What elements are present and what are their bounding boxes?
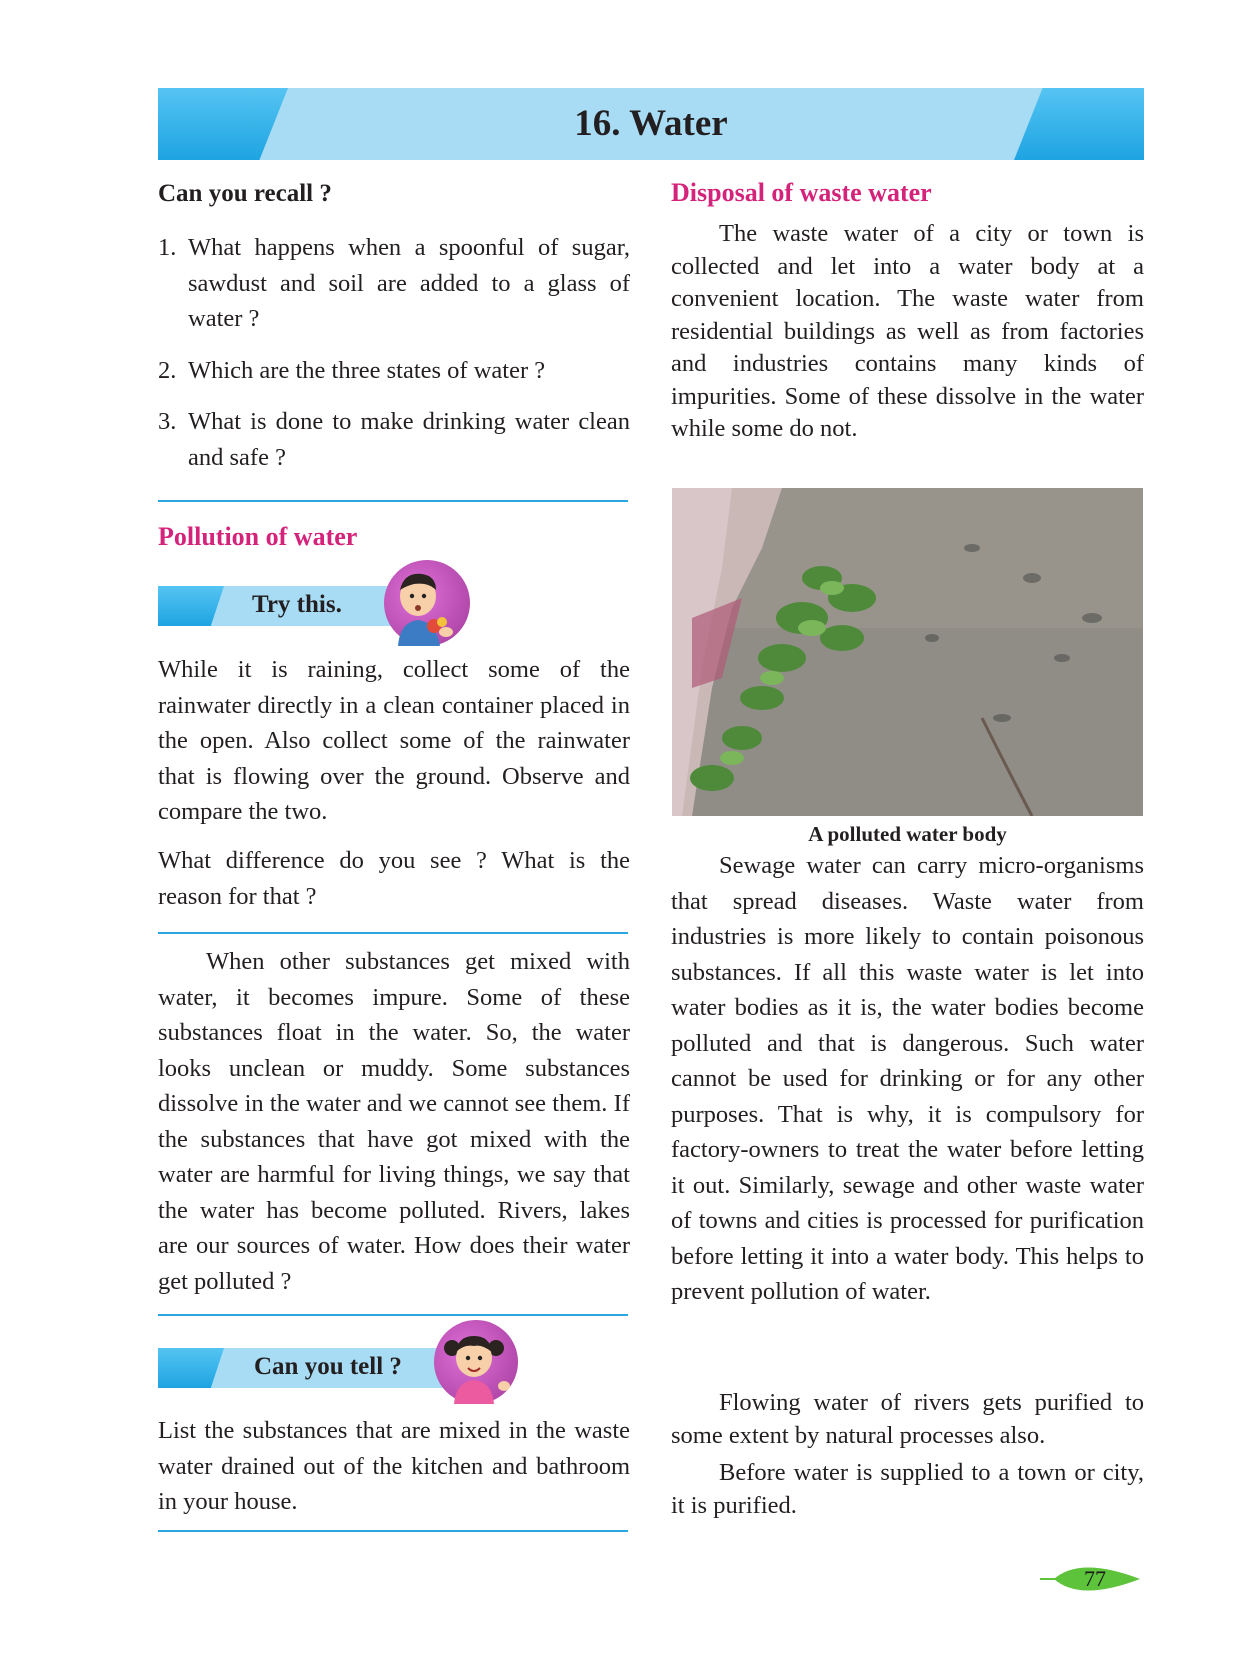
section-divider [158,1314,628,1316]
girl-avatar [434,1320,518,1404]
photo-caption: A polluted water body [808,822,1007,846]
question-text: Which are the three states of water ? [188,356,546,384]
polluted-water-photo [672,488,1143,816]
disposal-paragraph-4: Before water is supplied to a town or city, it is purified. [671,1459,1144,1519]
boy-avatar [384,560,470,646]
question-text: What happens when a spoonful of sugar, sawdust and soil are added to a glass of water ? [188,234,630,332]
recall-heading: Can you recall ? [158,180,332,207]
can-you-tell-text: List the substances that are mixed in the waste water drained out of the kitchen and bathroom in your house. [158,1417,630,1515]
chapter-banner [158,88,1144,160]
disposal-paragraph-2: Sewage water can carry micro-organisms that spread diseases. Waste water from industries is more likely to contain poisonous substances. If all this waste water is let into water bodies as it is, the water bodies become polluted and that is dangerous. Such water cannot be used for drinking or for any other purposes. That is why, it is compulsory for factory-owners to treat the water before letting it out. Similarly, sewage and other waste water of towns and cities is processed for purification before letting it into a water body. This helps to prevent pollution of water. [671,852,1144,1305]
try-this-text: While it is raining, collect some of the rainwater directly in a clean container placed in the open. Also collect some of the rainwater that is flowing over the ground. Observe and compare the two. [158,656,630,825]
can-you-tell-label: Can you tell ? [254,1353,402,1380]
can-you-tell-tab [158,1348,458,1388]
chapter-title: 16. Water [574,103,728,144]
pollution-heading: Pollution of water [158,522,358,551]
polluted-water-illustration [672,488,1143,816]
try-this-question: What difference do you see ? What is the reason for that ? [158,847,630,910]
recall-question-list [158,230,630,475]
page-number: 77 [1084,1566,1106,1591]
section-divider [158,1530,628,1532]
try-this-label: Try this. [252,591,342,618]
recall-section [158,180,630,491]
disposal-heading: Disposal of waste water [671,178,932,207]
boy-illustration [384,560,470,646]
question-text: What is done to make drinking water clean and safe ? [188,408,630,471]
try-this-tab [158,586,408,626]
section-divider [158,932,628,934]
recall-question [158,353,630,389]
question-number: 2. [158,356,177,384]
section-divider [158,500,628,502]
girl-illustration [434,1320,518,1404]
recall-question [158,404,630,475]
pollution-paragraph: When other substances get mixed with water, it becomes impure. Some of these substances float in the water. So, the water looks unclean or muddy. Some substances dissolve in the water and we cannot see them. If the substances that have got mixed with the water are harmful for living things, we say that the water has become polluted. Rivers, lakes are our sources of water. How does their water get polluted ? [158,948,630,1295]
page-number-badge [1040,1560,1140,1598]
question-number: 1. [158,234,177,261]
disposal-paragraph-1: The waste water of a city or town is collected and let into a water body at a convenient location. The waste water from residential buildings as well as from factories and industries contains many kinds of impurities. Some of these dissolve in the water while some do not. [671,220,1144,442]
disposal-paragraph-3: Flowing water of rivers gets purified to some extent by natural processes also. [671,1389,1144,1449]
question-number: 3. [158,408,177,435]
recall-question [158,230,630,337]
